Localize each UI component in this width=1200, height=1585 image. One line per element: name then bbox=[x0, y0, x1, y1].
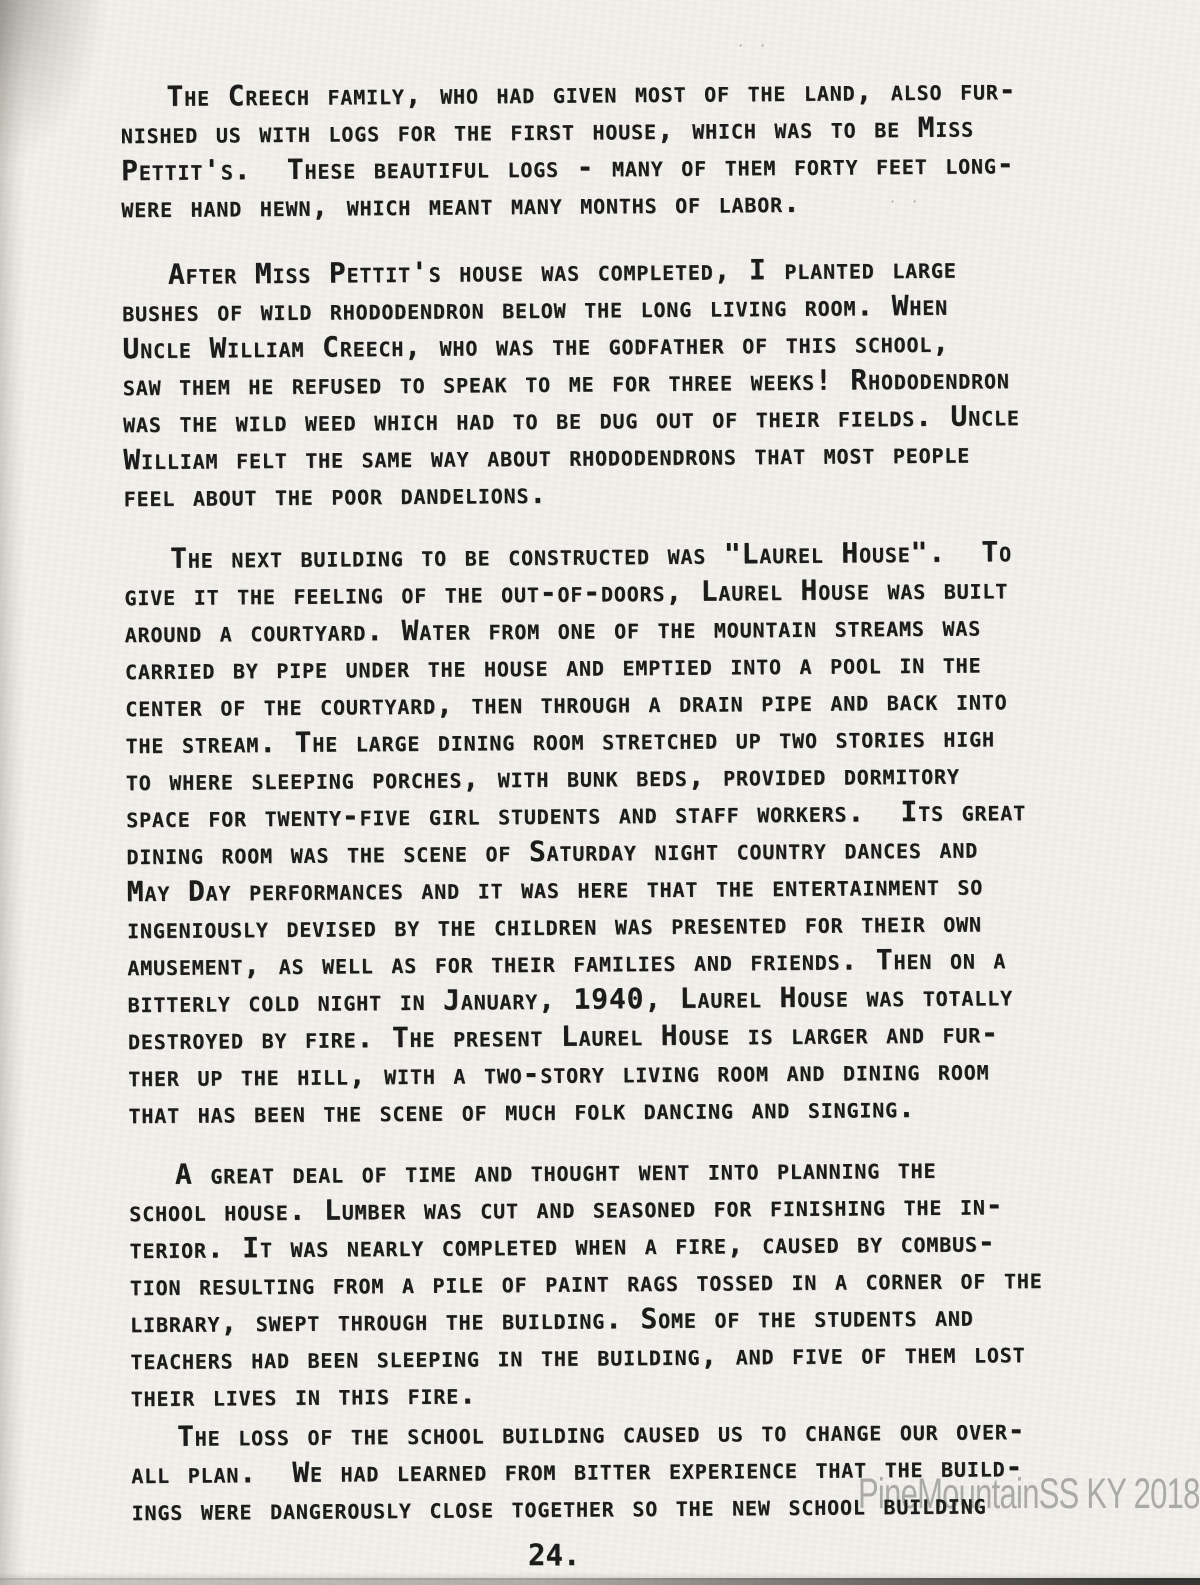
text-line: May Day performances and it was here that the entertainment so bbox=[126, 868, 984, 909]
text-line: were hand hewn, which meant many months of labor. bbox=[121, 185, 801, 225]
text-line: to where sleeping porches, with bunk beds, provided dormitory bbox=[125, 757, 960, 798]
scan-corner-shadow bbox=[0, 0, 110, 170]
text-line: nished us with logs for the first house, which was to be Miss bbox=[120, 110, 975, 151]
text-line: Pettit's. These beautiful logs - many of them forty feet long- bbox=[120, 147, 1015, 188]
text-line: space for twenty-five girl students and staff workers. Its great bbox=[126, 794, 1027, 835]
text-line: ther up the hill, with a two-story living room and dining room bbox=[128, 1053, 990, 1094]
text-line: their lives in this fire. bbox=[130, 1377, 477, 1414]
text-line: the stream. The large dining room stretched up two stories high bbox=[125, 720, 995, 761]
text-line: feel about the poor dandelions. bbox=[123, 476, 548, 514]
text-line: The next building to be constructed was "Laurel House". To bbox=[169, 535, 1013, 575]
text-line: The loss of the school building caused us to change our over- bbox=[176, 1413, 1026, 1453]
text-line: The Creech family, who had given most of the land, also fur- bbox=[166, 73, 1017, 113]
text-line: bushes of wild rhododendron below the long living room. When bbox=[122, 288, 949, 329]
text-line: all plan. We had learned from bitter experience that the build- bbox=[131, 1450, 1024, 1491]
paragraph bbox=[129, 1148, 1141, 1415]
text-block bbox=[120, 0, 1142, 1585]
text-line: After Miss Pettit's house was completed, I planted large bbox=[167, 251, 957, 291]
paragraph bbox=[124, 532, 1139, 1132]
text-line: that has been the scene of much folk dancing and singing. bbox=[128, 1091, 916, 1131]
text-line: Uncle William Creech, who was the godfather of this school, bbox=[122, 325, 950, 366]
paragraph bbox=[120, 70, 1131, 226]
text-line: bitterly cold night in January, 1940, Laurel House was totally bbox=[127, 979, 1014, 1020]
page-gutter-shadow bbox=[0, 0, 26, 1585]
text-line: tion resulting from a pile of paint rags tossed in a corner of the bbox=[129, 1262, 1043, 1303]
text-line: terior. It was nearly completed when a fire, caused by combus- bbox=[129, 1225, 996, 1266]
text-line: library, swept through the building. Some of the students and bbox=[129, 1299, 974, 1340]
archive-watermark: PineMountainSS KY 2018 bbox=[858, 1470, 1200, 1518]
page-number: 24. bbox=[528, 1538, 581, 1572]
paragraph bbox=[122, 248, 1134, 515]
text-line: ingeniously devised by the children was presented for their own bbox=[126, 905, 982, 946]
text-line: give it the feeling of the out-of-doors, Laurel House was built bbox=[124, 572, 1009, 613]
text-line: destroyed by fire. The present Laurel House is larger and fur- bbox=[127, 1016, 999, 1057]
text-line: dining room was the scene of Saturday night country dances and bbox=[126, 831, 979, 872]
text-line: around a courtyard. Water from one of the mountain streams was bbox=[124, 609, 982, 650]
text-line: A great deal of time and thought went into planning the bbox=[174, 1151, 937, 1191]
text-line: ings were dangerously close together so the new school building bbox=[131, 1487, 987, 1528]
text-line: teachers had been sleeping in the building, and five of them lost bbox=[130, 1336, 1026, 1377]
text-line: William felt the same way about rhododendrons that most people bbox=[123, 436, 971, 477]
pencil-mark-top: · · bbox=[738, 36, 772, 55]
text-line: amusement, as well as for their families and friends. Then on a bbox=[127, 942, 1007, 983]
text-line: center of the courtyard, then through a drain pipe and back into bbox=[125, 683, 1008, 724]
paragraph bbox=[131, 1410, 1142, 1529]
text-line: was the wild weed which had to be dug out of their fields. Uncle bbox=[122, 399, 1020, 440]
pencil-mark-mid: · · bbox=[890, 192, 924, 211]
text-line: school house. Lumber was cut and seasoned for finishing the in- bbox=[129, 1188, 1004, 1229]
scan-bottom-edge bbox=[0, 1578, 1200, 1585]
text-line: saw them he refused to speak to me for three weeks! Rhododendron bbox=[122, 362, 1010, 403]
text-line: carried by pipe under the house and emptied into a pool in the bbox=[124, 646, 982, 687]
